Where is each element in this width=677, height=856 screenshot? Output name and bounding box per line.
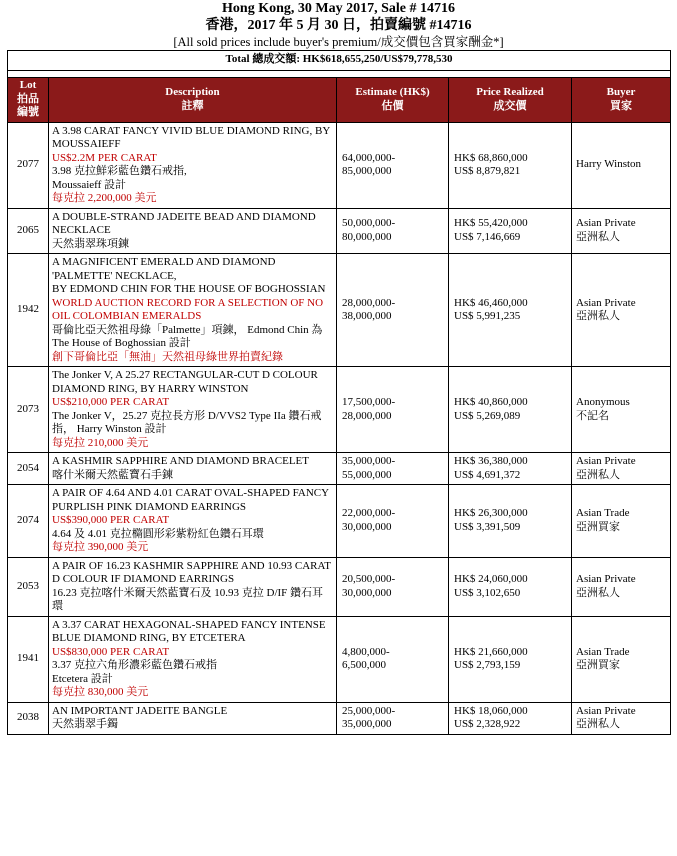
estimate-line: 22,000,000-: [342, 507, 396, 520]
buyer-line: 亞洲私人: [576, 586, 620, 599]
description-line: The Jonker V，25.27 克拉長方形 D/VVS2 Type IIa 鑽石戒指， Harry Winston 設計: [52, 409, 322, 436]
buyer: [572, 367, 671, 453]
estimate: [337, 254, 449, 367]
estimate: [337, 616, 449, 702]
price-realized-line: US$ 3,391,509: [454, 520, 521, 533]
buyer-line: Asian Private: [576, 455, 636, 468]
lot-description: [49, 367, 337, 453]
buyer-line: Asian Private: [576, 217, 636, 230]
price-realized: [449, 208, 572, 254]
price-realized-line: HK$ 68,860,000: [454, 151, 528, 164]
buyer-line: 不記名: [576, 409, 609, 422]
price-realized: [449, 557, 572, 616]
description-line: A 3.98 CARAT FANCY VIVID BLUE DIAMOND RING, BY MOUSSAIEFF: [52, 124, 330, 151]
estimate-line: 38,000,000: [342, 310, 392, 323]
lot-description: [49, 702, 337, 734]
estimate-line: 50,000,000-: [342, 217, 396, 230]
lot-number: 2077: [8, 122, 49, 208]
premium-note: [All sold prices include buyer's premium/成交價包含買家酬金*]: [173, 34, 504, 49]
buyer: [572, 122, 671, 208]
estimate-line: 64,000,000-: [342, 151, 396, 164]
spacer-row: [8, 70, 671, 77]
estimate-line: 17,500,000-: [342, 396, 396, 409]
report-header: [0, 0, 677, 50]
price-realized-line: HK$ 46,460,000: [454, 296, 528, 309]
description-highlight: 創下哥倫比亞「無油」天然祖母綠世界拍賣紀錄: [52, 350, 283, 363]
description-line: 天然翡翠手鐲: [52, 718, 118, 731]
estimate: [337, 367, 449, 453]
buyer-line: Asian Trade: [576, 507, 630, 520]
column-header-estimate: Estimate (HK$) 估價: [337, 77, 449, 122]
price-realized: [449, 616, 572, 702]
description-highlight: US$830,000 PER CARAT: [52, 645, 170, 658]
table-row: [8, 557, 671, 616]
description-highlight: 每克拉 210,000 美元: [52, 436, 149, 449]
lot-description: [49, 557, 337, 616]
buyer-line: 亞洲買家: [576, 520, 620, 533]
lot-number: 2054: [8, 453, 49, 485]
estimate: [337, 485, 449, 558]
estimate-line: 55,000,000: [342, 468, 392, 481]
total-amount: Total 總成交額: HK$618,655,250/US$79,778,530: [8, 50, 671, 70]
price-realized: [449, 367, 572, 453]
description-highlight: US$210,000 PER CARAT: [52, 396, 170, 409]
description-line: A 3.37 CARAT HEXAGONAL-SHAPED FANCY INTENSE BLUE DIAMOND RING, BY ETCETERA: [52, 618, 326, 645]
description-line: 3.98 克拉鮮彩藍色鑽石戒指,: [52, 165, 187, 178]
price-realized-line: US$ 5,269,089: [454, 409, 521, 422]
price-realized-line: US$ 4,691,372: [454, 468, 521, 481]
price-realized: [449, 254, 572, 367]
buyer-line: Asian Private: [576, 704, 636, 717]
buyer-line: Anonymous: [576, 396, 630, 409]
price-realized-line: HK$ 18,060,000: [454, 704, 528, 717]
price-realized-line: US$ 2,793,159: [454, 659, 521, 672]
description-line: 天然翡翠珠項鍊: [52, 237, 129, 250]
estimate: [337, 453, 449, 485]
price-realized-line: HK$ 21,660,000: [454, 645, 528, 658]
column-header-lot: Lot 拍品 編號: [8, 77, 49, 122]
buyer-line: 亞洲私人: [576, 310, 620, 323]
report-title: Hong Kong, 30 May 2017, Sale # 14716: [222, 1, 455, 16]
lot-description: [49, 122, 337, 208]
buyer-line: 亞洲私人: [576, 230, 620, 243]
description-line: A MAGNIFICENT EMERALD AND DIAMOND 'PALMETTE' NECKLACE,: [52, 256, 276, 282]
table-row: [8, 208, 671, 254]
description-line: A PAIR OF 16.23 KASHMIR SAPPHIRE AND 10.93 CARAT D COLOUR IF DIAMOND EARRINGS: [52, 559, 331, 586]
description-line: A KASHMIR SAPPHIRE AND DIAMOND BRACELET: [52, 455, 309, 468]
estimate-line: 30,000,000: [342, 520, 392, 533]
description-line: 喀什米爾天然藍寶石手鍊: [52, 468, 173, 481]
table-row: [8, 616, 671, 702]
buyer-line: Asian Private: [576, 296, 636, 309]
description-highlight: 每克拉 2,200,000 美元: [52, 192, 157, 205]
buyer-line: 亞洲私人: [576, 468, 620, 481]
lot-description: [49, 453, 337, 485]
buyer: [572, 485, 671, 558]
price-realized: [449, 453, 572, 485]
price-realized-line: HK$ 24,060,000: [454, 573, 528, 586]
description-line: BY EDMOND CHIN FOR THE HOUSE OF BOGHOSSIAN: [52, 283, 326, 296]
table-header-row: [8, 77, 671, 122]
buyer: [572, 702, 671, 734]
estimate: [337, 702, 449, 734]
lot-number: 2073: [8, 367, 49, 453]
report-title-chinese: 香港，2017 年 5 月 30 日，拍賣編號 #14716: [205, 17, 472, 33]
estimate-line: 80,000,000: [342, 230, 392, 243]
price-realized-line: US$ 2,328,922: [454, 718, 521, 731]
estimate-line: 35,000,000: [342, 718, 392, 731]
estimate-line: 28,000,000-: [342, 296, 396, 309]
lot-description: [49, 208, 337, 254]
description-line: 3.37 克拉六角形濃彩藍色鑽石戒指: [52, 659, 217, 672]
buyer: [572, 254, 671, 367]
description-highlight: 每克拉 830,000 美元: [52, 686, 149, 699]
lot-description: [49, 485, 337, 558]
lot-number: 2053: [8, 557, 49, 616]
column-header-price: Price Realized 成交價: [449, 77, 572, 122]
lot-number: 2074: [8, 485, 49, 558]
table-row: [8, 122, 671, 208]
description-highlight: US$390,000 PER CARAT: [52, 514, 170, 527]
buyer: [572, 453, 671, 485]
estimate-line: 85,000,000: [342, 165, 392, 178]
description-line: Moussaieff 設計: [52, 178, 127, 191]
price-realized-line: US$ 8,879,821: [454, 165, 521, 178]
table-body: [8, 122, 671, 734]
column-header-description: Description 註釋: [49, 77, 337, 122]
buyer: [572, 557, 671, 616]
price-realized: [449, 702, 572, 734]
lot-description: [49, 254, 337, 367]
lot-number: 1941: [8, 616, 49, 702]
estimate-line: 35,000,000-: [342, 455, 396, 468]
estimate: [337, 208, 449, 254]
price-realized-line: HK$ 40,860,000: [454, 396, 528, 409]
estimate: [337, 557, 449, 616]
price-realized-line: US$ 7,146,669: [454, 230, 521, 243]
description-line: A DOUBLE-STRAND JADEITE BEAD AND DIAMOND NECKLACE: [52, 210, 316, 237]
lot-number: 2065: [8, 208, 49, 254]
estimate-line: 20,500,000-: [342, 573, 396, 586]
buyer-line: Asian Private: [576, 573, 636, 586]
estimate-line: 25,000,000-: [342, 704, 396, 717]
lot-number: 2038: [8, 702, 49, 734]
buyer-line: 亞洲私人: [576, 718, 620, 731]
description-highlight: US$2.2M PER CARAT: [52, 151, 157, 164]
results-table: [7, 50, 671, 735]
estimate: [337, 122, 449, 208]
lot-number: 1942: [8, 254, 49, 367]
estimate-line: 6,500,000: [342, 659, 386, 672]
description-highlight: 每克拉 390,000 美元: [52, 541, 149, 554]
buyer-line: Harry Winston: [576, 158, 642, 171]
estimate-line: 4,800,000-: [342, 645, 390, 658]
price-realized-line: HK$ 55,420,000: [454, 217, 528, 230]
price-realized-line: HK$ 36,380,000: [454, 455, 528, 468]
total-row: [8, 50, 671, 70]
table-row: [8, 367, 671, 453]
estimate-line: 30,000,000: [342, 586, 392, 599]
price-realized: [449, 122, 572, 208]
price-realized-line: US$ 5,991,235: [454, 310, 521, 323]
column-header-buyer: Buyer 買家: [572, 77, 671, 122]
description-line: 哥倫比亞天然祖母綠「Palmette」項鍊， Edmond Chin 為 The House of Boghossian 設計: [52, 323, 323, 350]
price-realized-line: US$ 3,102,650: [454, 586, 521, 599]
buyer-line: 亞洲買家: [576, 659, 620, 672]
buyer-line: Asian Trade: [576, 645, 630, 658]
description-line: The Jonker V, A 25.27 RECTANGULAR-CUT D COLOUR DIAMOND RING, BY HARRY WINSTON: [52, 369, 318, 395]
description-line: Etcetera 設計: [52, 672, 113, 685]
description-line: 16.23 克拉喀什米爾天然藍寶石及 10.93 克拉 D/IF 鑽石耳環: [52, 586, 324, 613]
estimate-line: 28,000,000: [342, 409, 392, 422]
buyer: [572, 208, 671, 254]
buyer: [572, 616, 671, 702]
table-row: [8, 702, 671, 734]
lot-description: [49, 616, 337, 702]
table-row: [8, 254, 671, 367]
table-row: [8, 485, 671, 558]
price-realized-line: HK$ 26,300,000: [454, 507, 528, 520]
description-highlight: WORLD AUCTION RECORD FOR A SELECTION OF NO OIL COLOMBIAN EMERALDS: [52, 296, 324, 323]
description-line: A PAIR OF 4.64 AND 4.01 CARAT OVAL-SHAPED FANCY PURPLISH PINK DIAMOND EARRINGS: [52, 487, 329, 513]
description-line: AN IMPORTANT JADEITE BANGLE: [52, 704, 228, 717]
price-realized: [449, 485, 572, 558]
table-row: [8, 453, 671, 485]
description-line: 4.64 及 4.01 克拉橢圓形彩紫粉紅色鑽石耳環: [52, 527, 264, 540]
